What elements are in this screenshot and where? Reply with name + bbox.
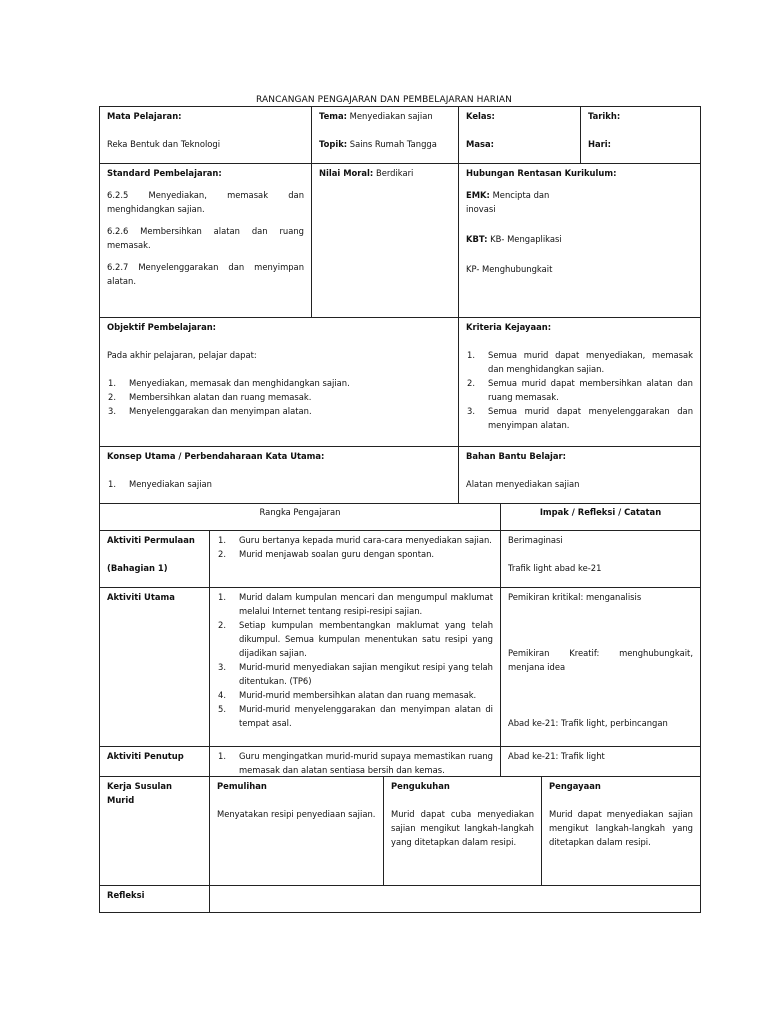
document-title: RANCANGAN PENGAJARAN DAN PEMBELAJARAN HARIAN <box>256 95 512 105</box>
tarikh-hari-cell <box>580 106 701 164</box>
permulaan-impak: Berimaginasi <box>508 535 563 545</box>
standard-item: 6.2.5 Menyediakan, memasak dan menghidangkan sajian. <box>107 190 304 214</box>
utama-impak: Pemikiran kritikal: menganalisis <box>508 592 642 602</box>
impak-label: Impak / Refleksi / Catatan <box>539 507 662 517</box>
permulaan-sublabel: (Bahagian 1) <box>107 563 168 573</box>
pengukuhan-text: Murid dapat cuba menyediakan sajian mengikut langkah-langkah yang ditetapkan dalam resipi. <box>391 809 534 847</box>
kriteria-item: 3. Semua murid dapat menyelenggarakan dan menyimpan alatan. <box>467 406 693 430</box>
kriteria-label: Kriteria Kejayaan: <box>466 322 552 332</box>
kbt-label: KBT: <box>466 234 488 244</box>
pemulihan-label: Pemulihan <box>217 781 267 791</box>
pemulihan-cell <box>209 776 384 886</box>
hari-label: Hari: <box>588 139 612 149</box>
tema-topik-cell <box>311 106 459 164</box>
bahan-value: Alatan menyediakan sajian <box>466 479 580 489</box>
objektif-item: 1. Menyediakan, memasak dan menghidangkan sajian. <box>108 378 350 388</box>
permulaan-content-cell <box>209 530 501 588</box>
kelas-masa-cell <box>458 106 581 164</box>
permulaan-item: 1. Guru bertanya kepada murid cara-cara menyediakan sajian. <box>218 535 492 545</box>
kbt-value: KB- Mengaplikasi <box>487 234 562 244</box>
mata-pelajaran-cell <box>99 106 312 164</box>
pengukuhan-cell <box>383 776 542 886</box>
objektif-item: 2. Membersihkan alatan dan ruang memasak. <box>108 392 312 402</box>
nilai-moral-label: Nilai Moral: <box>319 168 374 178</box>
kriteria-item: 2. Semua murid dapat membersihkan alatan dan ruang memasak. <box>467 378 693 402</box>
tema-label: Tema: <box>319 111 348 121</box>
kriteria-item: 1. Semua murid dapat menyediakan, memasak dan menghidangkan sajian. <box>467 350 693 374</box>
kelas-label: Kelas: <box>466 111 495 121</box>
utama-item: 4. Murid-murid membersihkan alatan dan ruang memasak. <box>218 690 477 700</box>
kriteria-kejayaan-cell <box>458 317 701 447</box>
utama-label: Aktiviti Utama <box>107 592 175 602</box>
konsep-item: 1. Menyediakan sajian <box>108 479 212 489</box>
penutup-label: Aktiviti Penutup <box>107 751 184 761</box>
utama-item: 5. Murid-murid menyelenggarakan dan menyimpan alatan di tempat asal. <box>218 704 493 728</box>
susulan-label-cell <box>99 776 210 886</box>
impak-refleksi-header <box>500 503 701 531</box>
utama-impak-cell <box>500 587 701 747</box>
utama-item: 1. Murid dalam kumpulan mencari dan mengumpul maklumat melalui Internet tentang resipi-resipi sajian. <box>218 592 493 616</box>
pengayaan-label: Pengayaan <box>549 781 601 791</box>
refleksi-content-cell <box>209 885 701 913</box>
topik-label: Topik: <box>319 139 348 149</box>
pengayaan-text: Murid dapat menyediakan sajian mengikut langkah-langkah yang ditetapkan dalam resipi. <box>549 809 693 847</box>
standard-label: Standard Pembelajaran: <box>107 168 222 178</box>
standard-item: 6.2.6 Membersihkan alatan dan ruang memasak. <box>107 226 304 250</box>
permulaan-impak: Trafik light abad ke-21 <box>508 563 602 573</box>
pemulihan-text: Menyatakan resipi penyediaan sajian. <box>217 809 376 819</box>
nilai-moral-value: Berdikari <box>373 168 414 178</box>
permulaan-impak-cell <box>500 530 701 588</box>
refleksi-label: Refleksi <box>107 890 145 900</box>
penutup-impak: Abad ke-21: Trafik light <box>508 751 605 761</box>
rangka-pengajaran-header <box>99 503 501 531</box>
emk-value: Mencipta dan <box>489 190 550 200</box>
mata-pelajaran-value: Reka Bentuk dan Teknologi <box>107 139 221 149</box>
tarikh-label: Tarikh: <box>588 111 621 121</box>
bahan-label: Bahan Bantu Belajar: <box>466 451 566 461</box>
permulaan-item: 2. Murid menjawab soalan guru dengan spontan. <box>218 549 435 559</box>
permulaan-label: Aktiviti Permulaan <box>107 535 195 545</box>
kp-value: KP- Menghubungkait <box>466 264 553 274</box>
masa-label: Masa: <box>466 139 494 149</box>
rangka-label: Rangka Pengajaran <box>259 507 341 517</box>
utama-item: 3. Murid-murid menyediakan sajian mengikut resipi yang telah ditentukan. (TP6) <box>218 662 493 686</box>
utama-impak: Abad ke-21: Trafik light, perbincangan <box>508 718 668 728</box>
utama-impak: Pemikiran Kreatif: menghubungkait, menjana idea <box>508 648 693 672</box>
nilai-moral-cell <box>311 163 459 318</box>
standard-item: 6.2.7 Menyelenggarakan dan menyimpan alatan. <box>107 262 304 286</box>
emk-value-cont: inovasi <box>466 204 496 214</box>
penutup-impak-cell <box>500 746 701 777</box>
bahan-bantu-cell <box>458 446 701 504</box>
pengayaan-cell <box>541 776 701 886</box>
hubungan-label: Hubungan Rentasan Kurikulum: <box>466 168 617 178</box>
emk-label: EMK: <box>466 190 490 200</box>
hubungan-rentasan-cell <box>458 163 701 318</box>
objektif-intro: Pada akhir pelajaran, pelajar dapat: <box>107 350 257 360</box>
permulaan-label-cell <box>99 530 210 588</box>
mata-pelajaran-label: Mata Pelajaran: <box>107 111 182 121</box>
objektif-label: Objektif Pembelajaran: <box>107 322 217 332</box>
tema-value: Menyediakan sajian <box>347 111 433 121</box>
standard-pembelajaran-cell <box>99 163 312 318</box>
objektif-item: 3. Menyelenggarakan dan menyimpan alatan. <box>108 406 312 416</box>
susulan-label: Kerja Susulan Murid <box>107 781 173 805</box>
pengukuhan-label: Pengukuhan <box>391 781 450 791</box>
topik-value: Sains Rumah Tangga <box>347 139 437 149</box>
konsep-utama-cell <box>99 446 459 504</box>
konsep-label: Konsep Utama / Perbendaharaan Kata Utama: <box>107 451 325 461</box>
penutup-item: 1. Guru mengingatkan murid-murid supaya memastikan ruang memasak dan alatan sentiasa bersih dan kemas. <box>218 751 493 775</box>
penutup-label-cell <box>99 746 210 777</box>
objektif-cell <box>99 317 459 447</box>
refleksi-label-cell <box>99 885 210 913</box>
penutup-content-cell <box>209 746 501 777</box>
utama-label-cell <box>99 587 210 747</box>
utama-item: 2. Setiap kumpulan membentangkan maklumat yang telah dikumpul. Semua kumpulan menentukan satu resipi yang dijadikan sajian. <box>218 620 493 658</box>
utama-content-cell <box>209 587 501 747</box>
